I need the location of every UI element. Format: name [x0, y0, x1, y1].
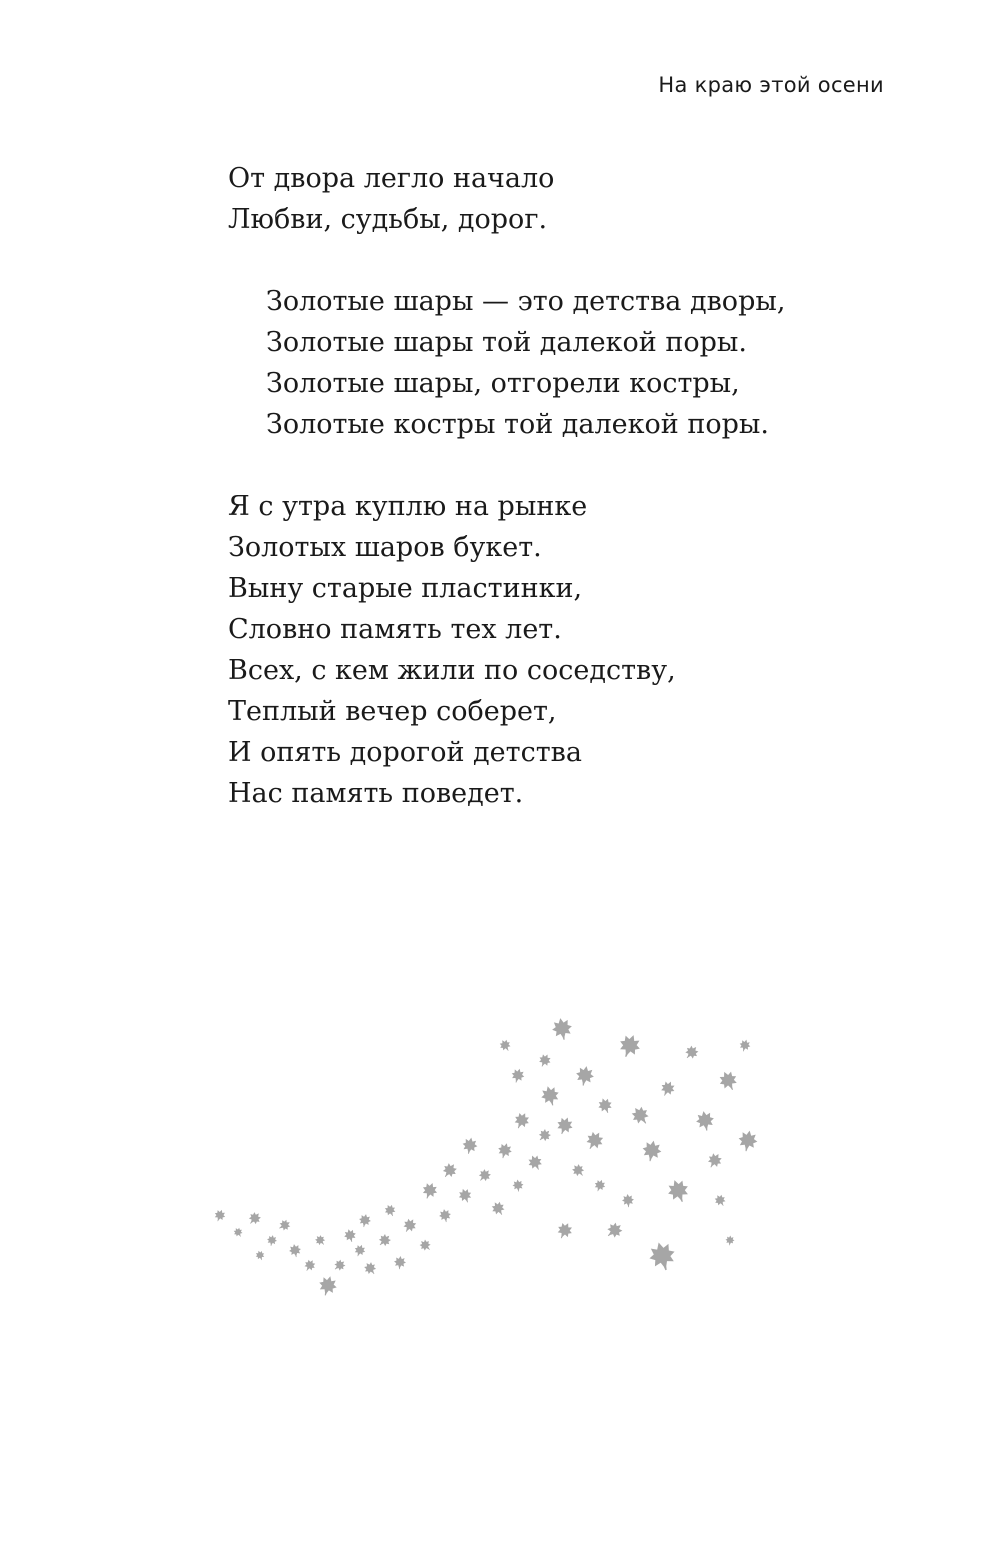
leaf-icon — [705, 1150, 725, 1170]
leaf-icon — [497, 1037, 513, 1053]
leaf-icon — [570, 1162, 588, 1180]
stanza-1 — [228, 158, 928, 240]
leaf-icon — [616, 1032, 644, 1061]
leaf-icon — [646, 1239, 679, 1273]
leaf-icon — [510, 1067, 526, 1084]
leaf-icon — [383, 1203, 398, 1219]
leaf-icon — [738, 1038, 752, 1053]
leaf-icon — [400, 1216, 418, 1235]
leaf-icon — [641, 1139, 663, 1163]
leaf-icon — [583, 1128, 607, 1153]
leaf-icon — [712, 1192, 728, 1208]
leaf-icon — [489, 1199, 507, 1218]
poem-body — [228, 158, 928, 855]
leaf-icon — [658, 1079, 677, 1099]
leaf-icon — [254, 1249, 266, 1261]
leaf-icon — [554, 1115, 575, 1137]
leaf-icon — [725, 1235, 735, 1246]
poem-line: Выну старые пластинки, — [228, 573, 583, 604]
poem-line: Золотые шары — это детства дворы, — [266, 286, 786, 317]
poem-line: Любви, судьбы, дорог. — [228, 204, 548, 235]
leaf-icon — [362, 1260, 379, 1278]
leaf-icon — [439, 1160, 459, 1181]
leaf-icon — [277, 1217, 293, 1233]
leaf-icon — [420, 1180, 440, 1201]
leaf-icon — [496, 1141, 514, 1159]
leaf-icon — [682, 1043, 701, 1062]
poem-line: Словно память тех лет. — [228, 614, 562, 645]
leaf-icon — [526, 1153, 545, 1173]
leaf-icon — [716, 1068, 741, 1094]
leaf-icon — [574, 1065, 595, 1088]
leaf-icon — [596, 1096, 614, 1115]
poem-line: Я с утра куплю на рынке — [228, 491, 588, 522]
leaf-icon — [593, 1178, 607, 1193]
leaf-icon — [536, 1127, 554, 1145]
falling-leaves-illustration — [200, 1000, 800, 1320]
poem-line: Золотые костры той далекой поры. — [266, 409, 769, 440]
leaf-icon — [603, 1219, 625, 1241]
leaf-icon — [539, 1084, 562, 1108]
leaf-icon — [621, 1193, 634, 1207]
stanza-3 — [228, 486, 928, 814]
leaf-icon — [213, 1208, 227, 1223]
leaf-icon — [665, 1177, 693, 1206]
leaf-cluster — [213, 1016, 759, 1297]
leaf-icon — [232, 1226, 245, 1239]
leaf-icon — [358, 1213, 372, 1228]
leaf-icon — [417, 1237, 433, 1253]
leaf-icon — [266, 1234, 278, 1247]
poem-line: Теплый вечер соберет, — [228, 696, 557, 727]
leaf-icon — [550, 1016, 574, 1041]
leaf-icon — [737, 1129, 759, 1153]
leaf-icon — [512, 1179, 524, 1192]
poem-line: Золотые шары той далекой поры. — [266, 327, 747, 358]
leaf-icon — [457, 1187, 474, 1205]
running-head: На краю этой осени — [658, 73, 884, 97]
poem-line: И опять дорогой детства — [228, 737, 582, 768]
leaf-icon — [343, 1228, 358, 1244]
leaf-icon — [537, 1052, 553, 1069]
leaf-icon — [476, 1167, 494, 1185]
poem-line: Нас память поведет. — [228, 778, 524, 809]
leaf-icon — [317, 1274, 340, 1298]
leaf-icon — [438, 1208, 452, 1223]
leaf-icon — [554, 1220, 575, 1241]
leaf-icon — [313, 1233, 328, 1248]
leaf-icon — [393, 1255, 406, 1269]
leaf-icon — [246, 1210, 264, 1228]
leaf-icon — [695, 1110, 716, 1133]
leaf-icon — [302, 1257, 318, 1273]
leaf-icon — [511, 1110, 532, 1131]
poem-line: Всех, с кем жили по соседству, — [228, 655, 676, 686]
poem-line: От двора легло начало — [228, 163, 555, 194]
poem-line: Золотых шаров букет. — [228, 532, 542, 563]
leaf-icon — [288, 1243, 302, 1258]
leaf-icon — [628, 1103, 653, 1128]
leaf-icon — [353, 1243, 367, 1258]
stanza-refrain — [228, 281, 928, 445]
leaf-icon — [331, 1257, 347, 1273]
leaf-icon — [461, 1136, 479, 1155]
leaf-icon — [376, 1232, 394, 1250]
poem-line: Золотые шары, отгорели костры, — [266, 368, 740, 399]
